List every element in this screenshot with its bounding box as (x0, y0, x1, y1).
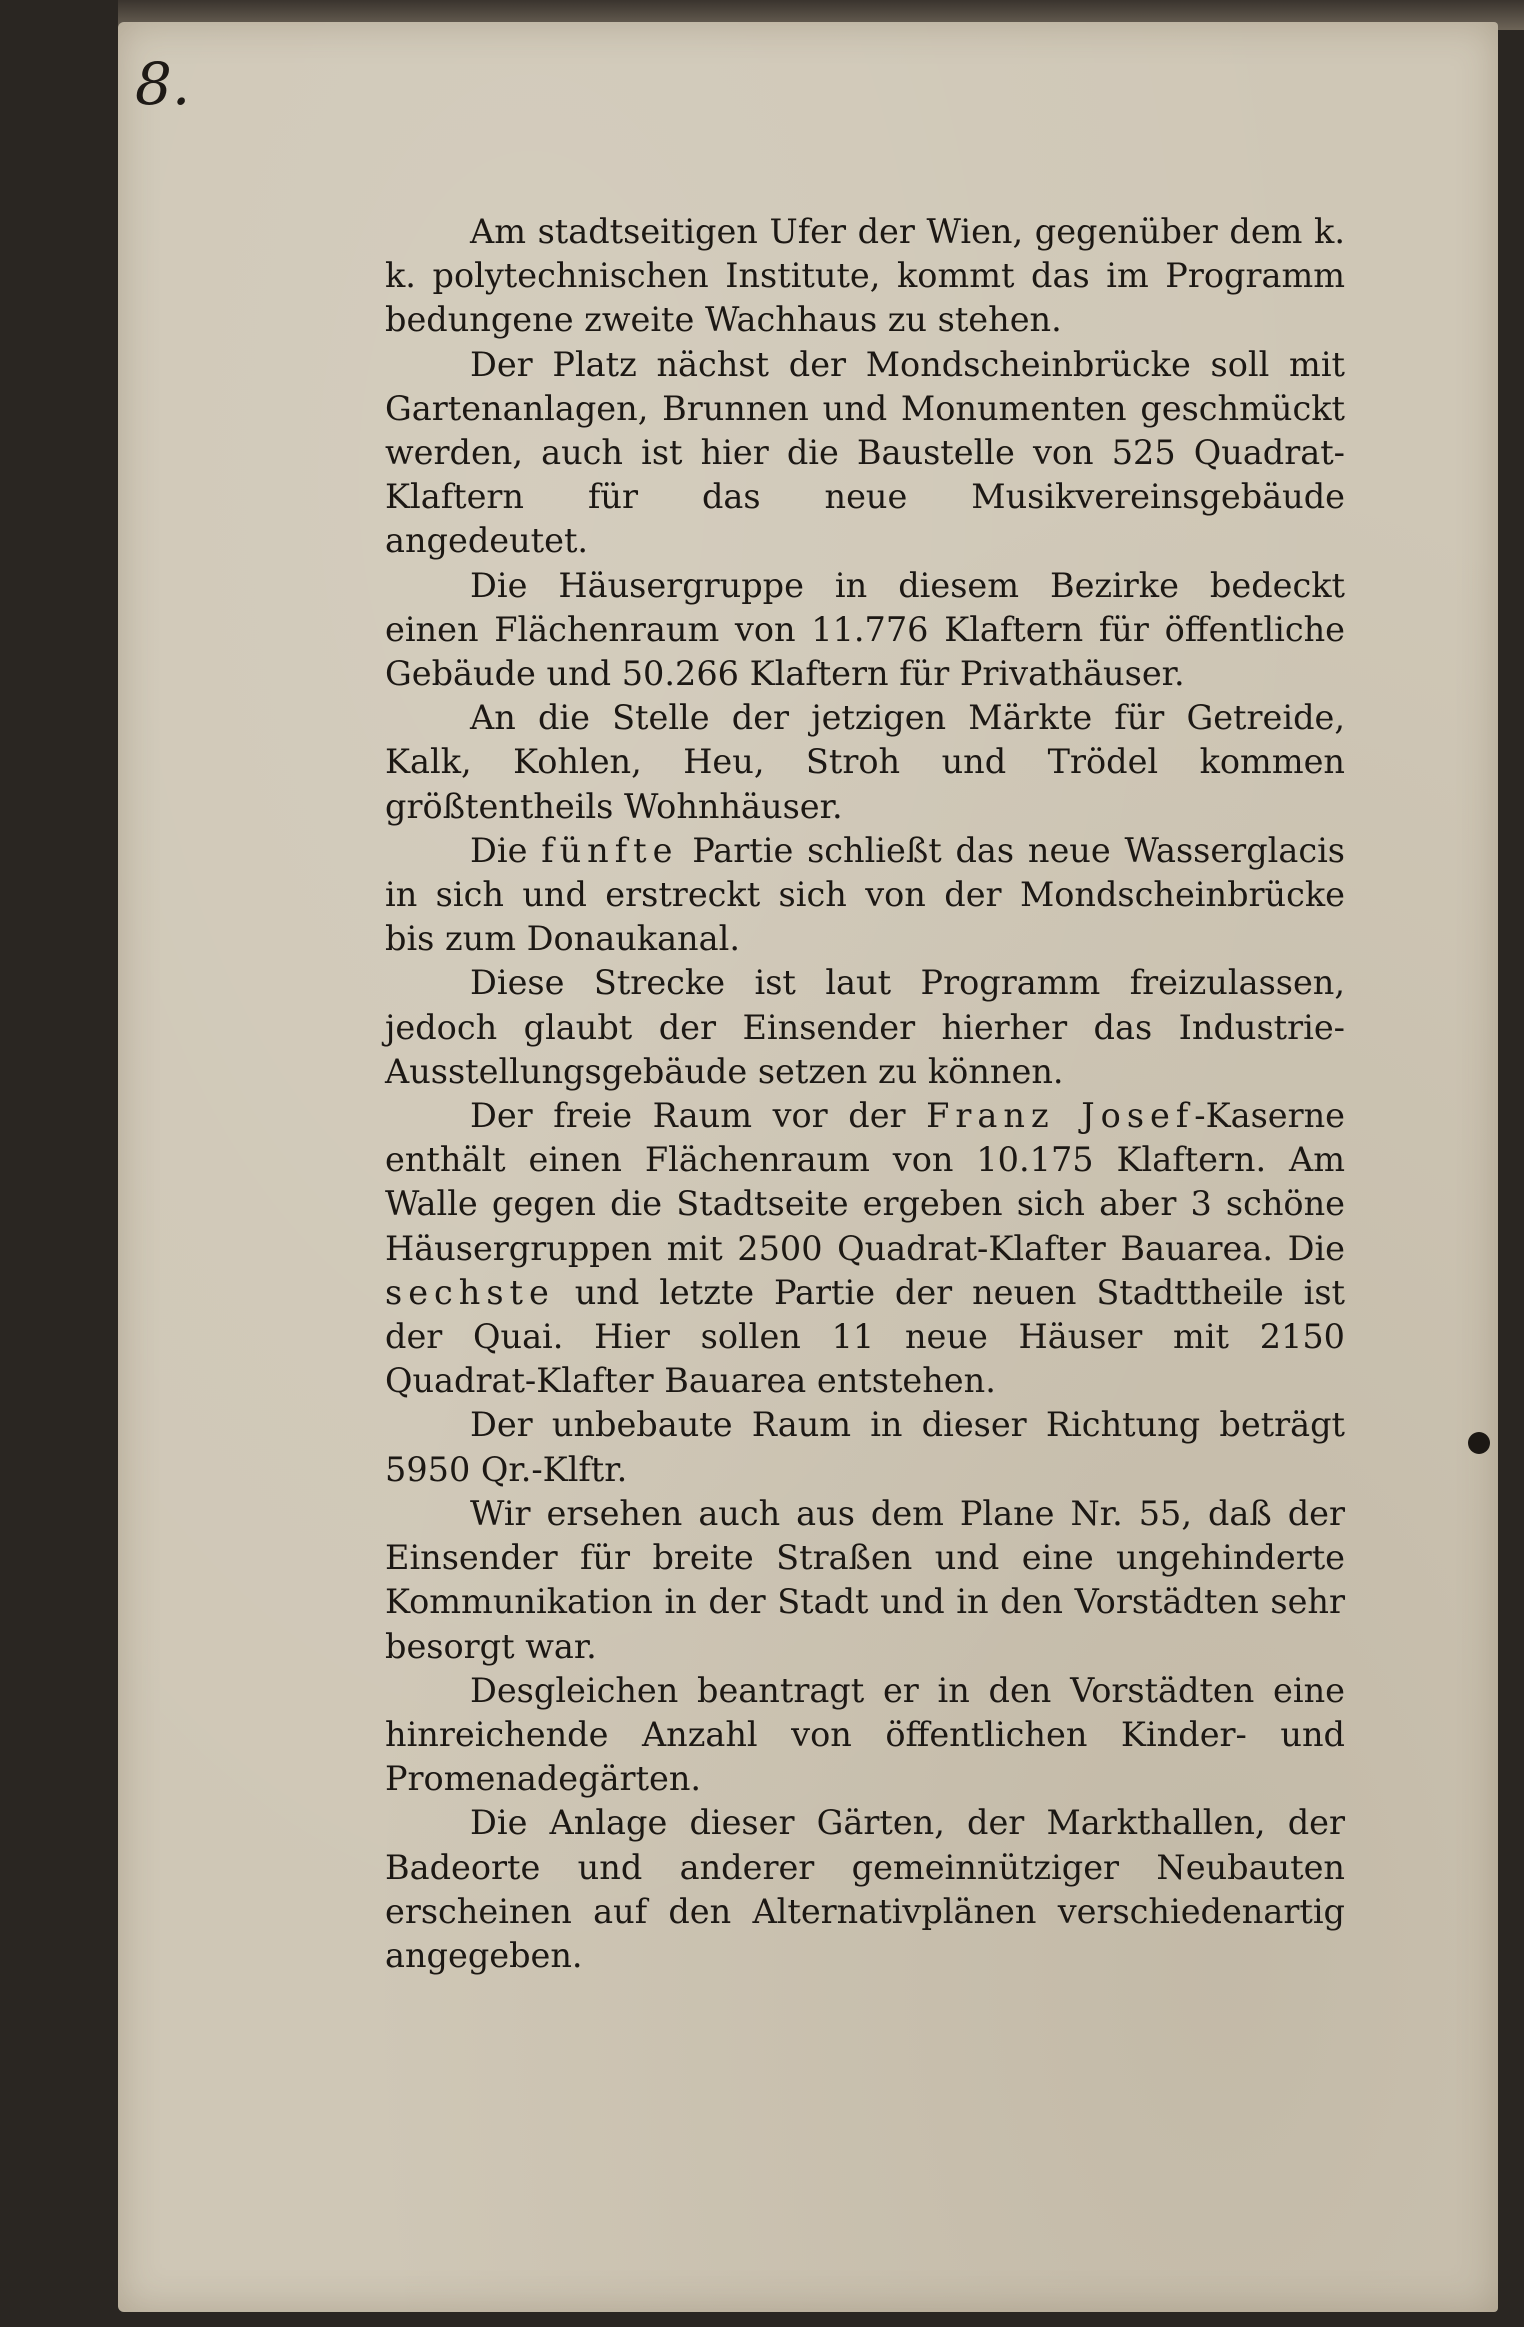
text-run: Partie schließt das neue Wasserglacis in sich und erstreckt sich von der Mondscheinbrücke bis zum Donaukanal. (385, 830, 1345, 959)
spaced-emphasis: sechste (385, 1272, 555, 1312)
paragraph: Die Anlage dieser Gärten, der Markthallen, der Badeorte und anderer gemeinnütziger Neubauten erscheinen auf den Alternativplänen verschiedenartig angegeben. (385, 1803, 1345, 1975)
text-run: Die (470, 830, 542, 870)
paragraph: Diese Strecke ist laut Programm freizulassen, jedoch glaubt der Einsender hierher das Industrie-Ausstellungsgebäude setzen zu können. (385, 963, 1345, 1091)
text-run: -Kaserne enthält einen Flächenraum von 10.175 Klaftern. Am Walle gegen die Stadtseite ergeben sich aber 3 schöne Häusergruppen mit 2500 Quadrat-Klafter Bauarea. Die (385, 1096, 1345, 1268)
document-body (385, 210, 1345, 1975)
ink-blot (1468, 1432, 1490, 1454)
spaced-emphasis: fünfte (541, 830, 679, 870)
spaced-emphasis: Franz Josef (926, 1096, 1195, 1136)
text-run: und letzte Partie der neuen Stadttheile ist der Quai. Hier sollen 11 neue Häuser mit 2150 Quadrat-Klafter Bauarea entstehen. (385, 1272, 1345, 1401)
paragraph: Desgleichen beantragt er in den Vorstädten eine hinreichende Anzahl von öffentlichen Kinder- und Promenadegärten. (385, 1670, 1345, 1799)
paragraph: Am stadtseitigen Ufer der Wien, gegenüber dem k. k. polytechnischen Institute, kommt das im Programm bedungene zweite Wachhaus zu stehen. (385, 212, 1345, 340)
paragraph: Der Platz nächst der Mondscheinbrücke soll mit Gartenanlagen, Brunnen und Monumenten geschmückt werden, auch ist hier die Baustelle von 525 Quadrat-Klaftern für das neue Musikvereinsgebäude angedeutet. (385, 344, 1345, 561)
paragraph: Wir ersehen auch aus dem Plane Nr. 55, daß der Einsender für breite Straßen und eine ungehinderte Kommunikation in der Stadt und in den Vorstädten sehr besorgt war. (385, 1493, 1345, 1666)
paragraph (385, 1094, 1345, 1403)
paragraph: Die Häusergruppe in diesem Bezirke bedeckt einen Flächenraum von 11.776 Klaftern für öffentliche Gebäude und 50.266 Klaftern für Privathäuser. (385, 565, 1345, 694)
paragraph: An die Stelle der jetzigen Märkte für Getreide, Kalk, Kohlen, Heu, Stroh und Trödel kommen größtentheils Wohnhäuser. (385, 698, 1345, 826)
page-number: 8. (135, 50, 191, 118)
text-run: Der freie Raum vor der (470, 1096, 927, 1136)
paragraph: Der unbebaute Raum in dieser Richtung beträgt 5950 Qr.-Klftr. (385, 1405, 1345, 1489)
paragraph (385, 829, 1345, 962)
